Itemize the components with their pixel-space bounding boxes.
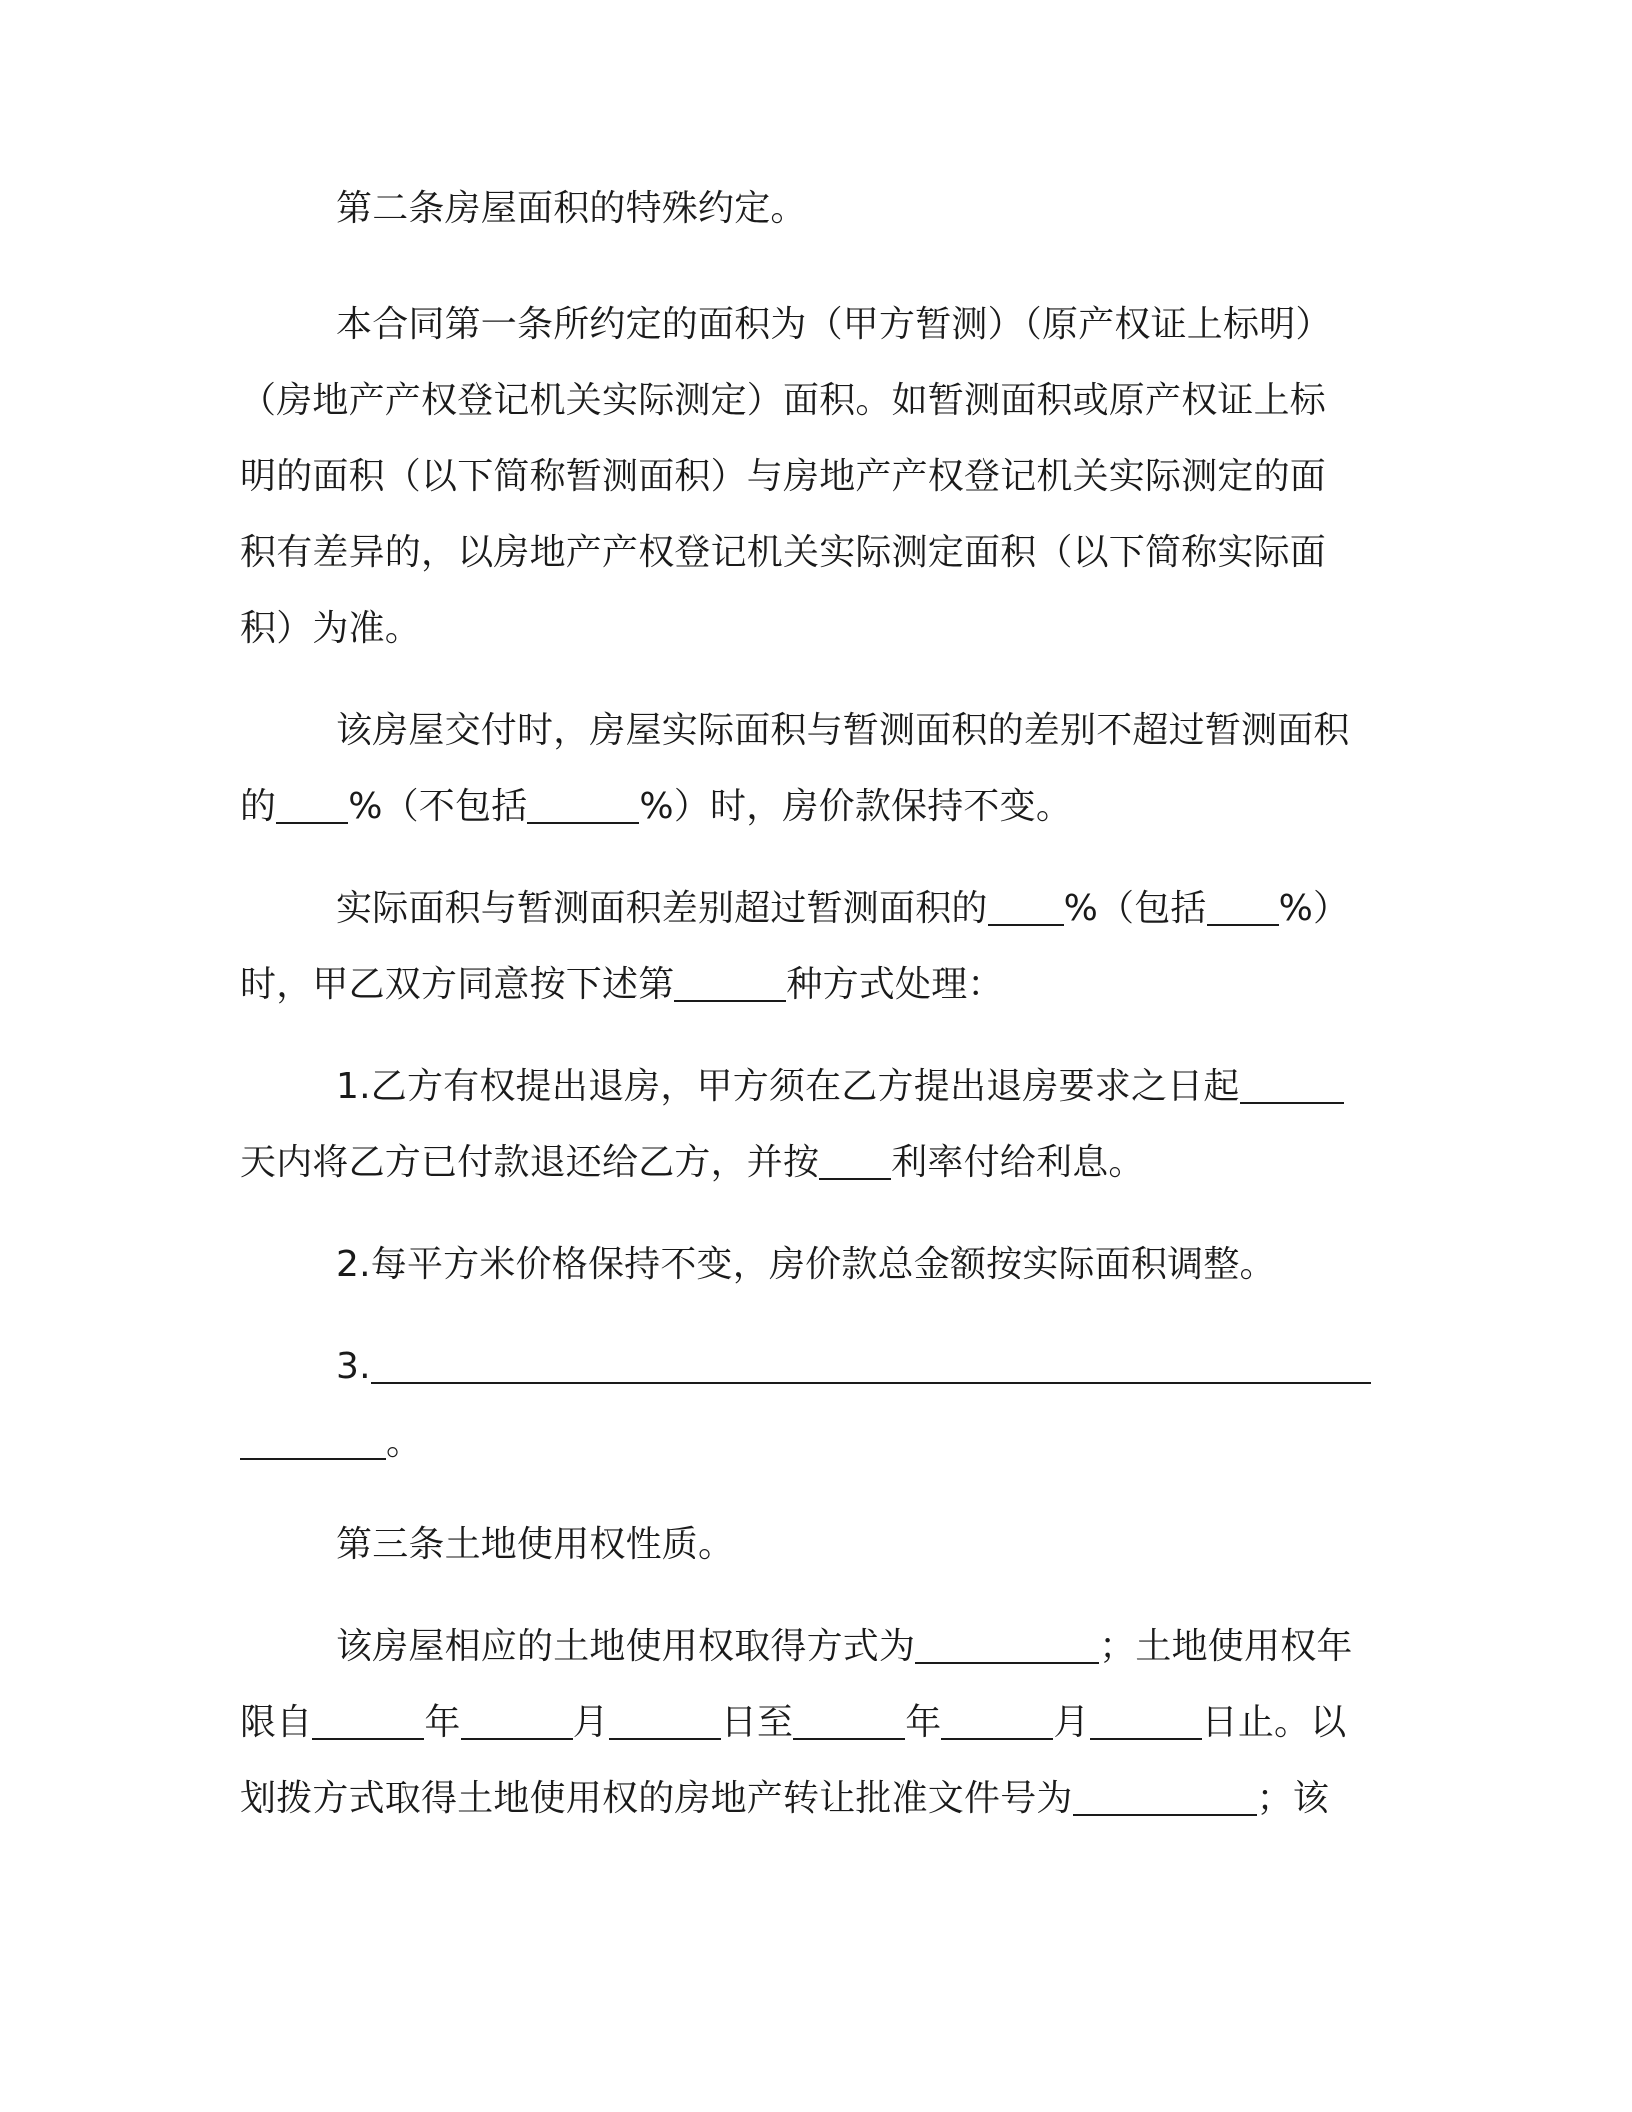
text-segment: 月 [1053,1702,1090,1743]
paragraph-line: 积）为准。 [240,608,422,649]
text-segment: ；该 [1256,1778,1330,1819]
text-segment: 种方式处理： [786,964,1004,1005]
text-segment: 日至 [720,1702,794,1743]
blank-field[interactable] [461,1704,573,1740]
blank-field[interactable] [1240,1068,1344,1104]
text-segment: 3. [336,1346,371,1387]
text-segment: 限自 [240,1702,313,1743]
text-segment: 年 [424,1702,461,1743]
paragraph-line: 2.每平方米价格保持不变，房价款总金额按实际面积调整。 [336,1244,1276,1285]
text-segment: 划拨方式取得土地使用权的房地产转让批准文件号为 [240,1778,1073,1819]
paragraph-line: 明的面积（以下简称暂测面积）与房地产产权登记机关实际测定的面 [240,456,1327,497]
paragraph-line [240,1700,1346,1746]
text-segment: ；土地使用权年 [1099,1626,1353,1667]
text-segment: 年 [905,1702,942,1743]
blank-field[interactable] [1207,890,1279,926]
article-2-heading: 第二条房屋面积的特殊约定。 [336,188,807,229]
text-segment: 月 [572,1702,609,1743]
text-segment: 实际面积与暂测面积差别超过暂测面积的 [336,888,988,929]
text-segment: %（不包括 [348,786,528,827]
text-segment: 1.乙方有权提出退房，甲方须在乙方提出退房要求之日起 [336,1066,1240,1107]
paragraph-line: （房地产产权登记机关实际测定）面积。如暂测面积或原产权证上标 [240,380,1327,421]
blank-field[interactable] [819,1144,891,1180]
blank-field[interactable] [609,1704,721,1740]
paragraph-line: 积有差异的，以房地产产权登记机关实际测定面积（以下简称实际面 [240,532,1327,573]
paragraph-line [240,784,1072,830]
blank-field[interactable] [1090,1704,1202,1740]
text-segment: 日止。以 [1201,1702,1347,1743]
blank-field[interactable] [276,788,348,824]
blank-field[interactable] [915,1628,1099,1664]
article-3-heading: 第三条土地使用权性质。 [336,1524,735,1565]
blank-field[interactable] [240,1424,386,1460]
paragraph-line: 该房屋交付时，房屋实际面积与暂测面积的差别不超过暂测面积 [336,710,1350,751]
blank-field[interactable] [527,788,639,824]
text-segment: 该房屋相应的土地使用权取得方式为 [336,1626,916,1667]
text-segment: %（包括 [1063,888,1207,929]
blank-field[interactable] [941,1704,1053,1740]
blank-field[interactable] [674,966,786,1002]
text-segment: %）时，房价款保持不变。 [639,786,1073,827]
paragraph-line [240,1776,1329,1822]
blank-field[interactable] [312,1704,424,1740]
blank-field[interactable] [1073,1780,1257,1816]
text-segment: 利率付给利息。 [891,1142,1145,1183]
blank-field[interactable] [371,1348,1371,1384]
paragraph-line [336,1344,1371,1390]
text-segment: 的 [240,786,277,827]
paragraph-line [240,962,1004,1008]
text-segment: %） [1278,888,1350,929]
paragraph-line [240,1140,1145,1186]
text-segment: 时，甲乙双方同意按下述第 [240,964,675,1005]
paragraph-line [336,886,1349,932]
blank-field[interactable] [988,890,1064,926]
text-segment: 。 [386,1422,423,1463]
paragraph-line [336,1624,1353,1670]
paragraph-line [240,1420,422,1466]
blank-field[interactable] [793,1704,905,1740]
text-segment: 天内将乙方已付款退还给乙方，并按 [240,1142,820,1183]
paragraph-line: 本合同第一条所约定的面积为（甲方暂测）（原产权证上标明） [336,304,1332,345]
paragraph-line [336,1064,1344,1110]
